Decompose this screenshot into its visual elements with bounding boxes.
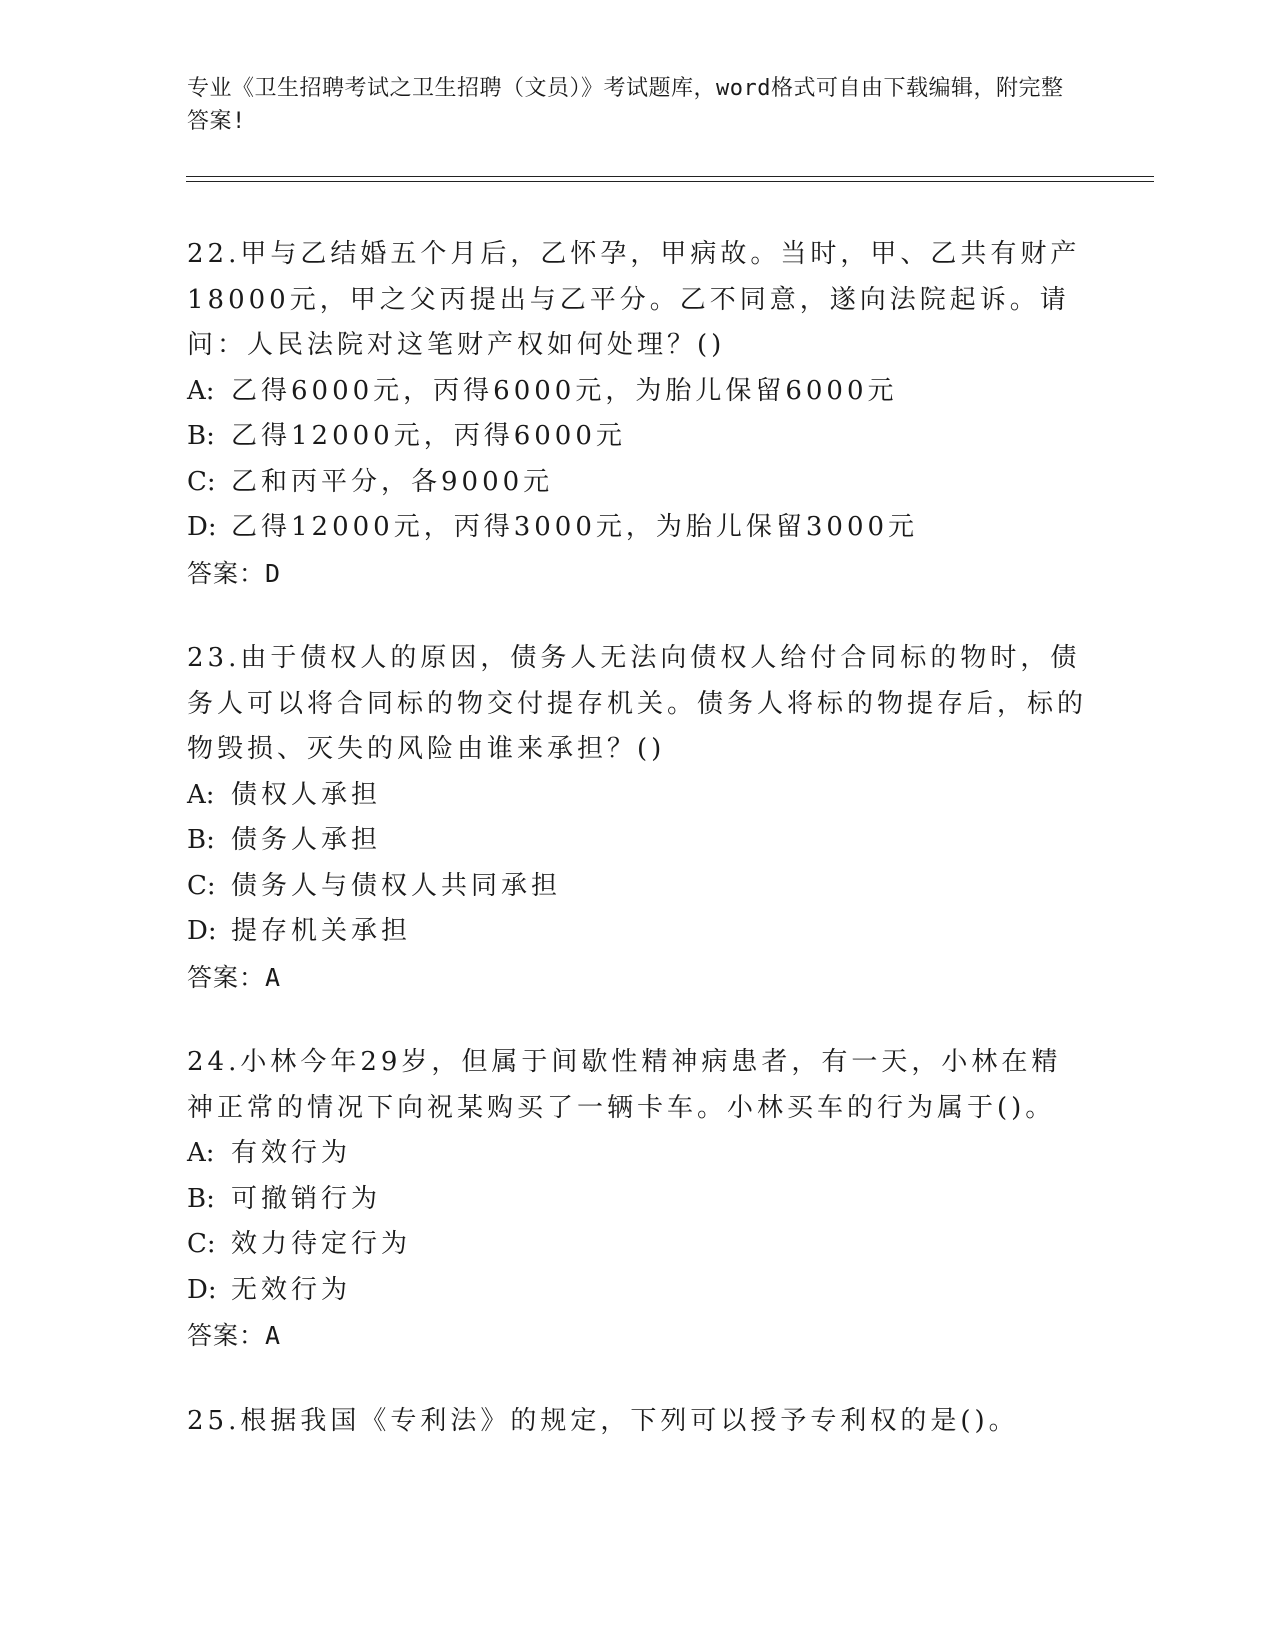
question-stem: 23.由于债权人的原因，债务人无法向债权人给付合同标的物时，债务人可以将合同标的物交付提存机关。债务人将标的物提存后，标的物毁损、灭失的风险由谁来承担？() bbox=[187, 643, 1088, 764]
option-text: 乙得12000元，丙得6000元 bbox=[231, 421, 626, 451]
option-letter: B: bbox=[187, 421, 215, 451]
option-b bbox=[187, 818, 1087, 864]
question-list bbox=[187, 232, 1087, 1484]
option-d bbox=[187, 1268, 1087, 1314]
option-letter: A: bbox=[187, 779, 215, 810]
answer-line: 答案：A bbox=[187, 1321, 282, 1350]
question-25 bbox=[187, 1399, 1087, 1445]
header-rule bbox=[186, 176, 1154, 177]
option-d bbox=[187, 909, 1087, 955]
option-text: 债务人承担 bbox=[231, 825, 382, 855]
option-a bbox=[187, 369, 1087, 415]
option-text: 效力待定行为 bbox=[231, 1229, 412, 1259]
option-letter: D: bbox=[187, 1274, 217, 1305]
option-text: 可撤销行为 bbox=[231, 1183, 382, 1214]
option-text: 乙得6000元，丙得6000元，为胎儿保留6000元 bbox=[231, 375, 898, 406]
question-stem: 24.小林今年29岁，但属于间歇性精神病患者，有一天，小林在精神正常的情况下向祝某购买了一辆卡车。小林买车的行为属于()。 bbox=[187, 1047, 1062, 1123]
option-letter: C: bbox=[187, 1229, 216, 1259]
answer-line: 答案：A bbox=[187, 962, 282, 992]
option-text: 债务人与债权人共同承担 bbox=[231, 870, 562, 901]
option-text: 提存机关承担 bbox=[231, 916, 412, 946]
option-d bbox=[187, 505, 1087, 551]
question-stem: 25.根据我国《专利法》的规定，下列可以授予专利权的是()。 bbox=[187, 1405, 1019, 1436]
option-letter: B: bbox=[187, 1183, 215, 1214]
option-a bbox=[187, 1131, 1087, 1177]
option-text: 乙和丙平分，各9000元 bbox=[231, 466, 554, 497]
option-b bbox=[187, 1177, 1087, 1223]
option-letter: D: bbox=[187, 512, 217, 542]
option-b bbox=[187, 414, 1087, 460]
question-stem: 22.甲与乙结婚五个月后，乙怀孕，甲病故。当时，甲、乙共有财产18000元，甲之父丙提出与乙平分。乙不同意，遂向法院起诉。请问：人民法院对这笔财产权如何处理？() bbox=[187, 239, 1081, 360]
option-text: 债权人承担 bbox=[231, 779, 382, 810]
option-text: 无效行为 bbox=[231, 1274, 352, 1305]
option-letter: D: bbox=[187, 916, 217, 946]
option-c bbox=[187, 460, 1087, 506]
option-letter: C: bbox=[187, 870, 216, 901]
option-text: 乙得12000元，丙得3000元，为胎儿保留3000元 bbox=[231, 512, 919, 542]
option-text: 有效行为 bbox=[231, 1138, 352, 1168]
option-letter: A: bbox=[187, 375, 215, 406]
answer-line: 答案：D bbox=[187, 558, 282, 588]
header-rule bbox=[186, 181, 1154, 182]
option-c bbox=[187, 864, 1087, 910]
document-header: 专业《卫生招聘考试之卫生招聘（文员）》考试题库，word格式可自由下载编辑，附完整答案! bbox=[187, 76, 1064, 134]
question-22 bbox=[187, 232, 1087, 596]
question-23 bbox=[187, 636, 1087, 1000]
option-letter: B: bbox=[187, 825, 215, 855]
option-letter: A: bbox=[187, 1138, 215, 1168]
option-a bbox=[187, 773, 1087, 819]
question-24 bbox=[187, 1040, 1087, 1359]
option-letter: C: bbox=[187, 466, 216, 497]
option-c bbox=[187, 1222, 1087, 1268]
